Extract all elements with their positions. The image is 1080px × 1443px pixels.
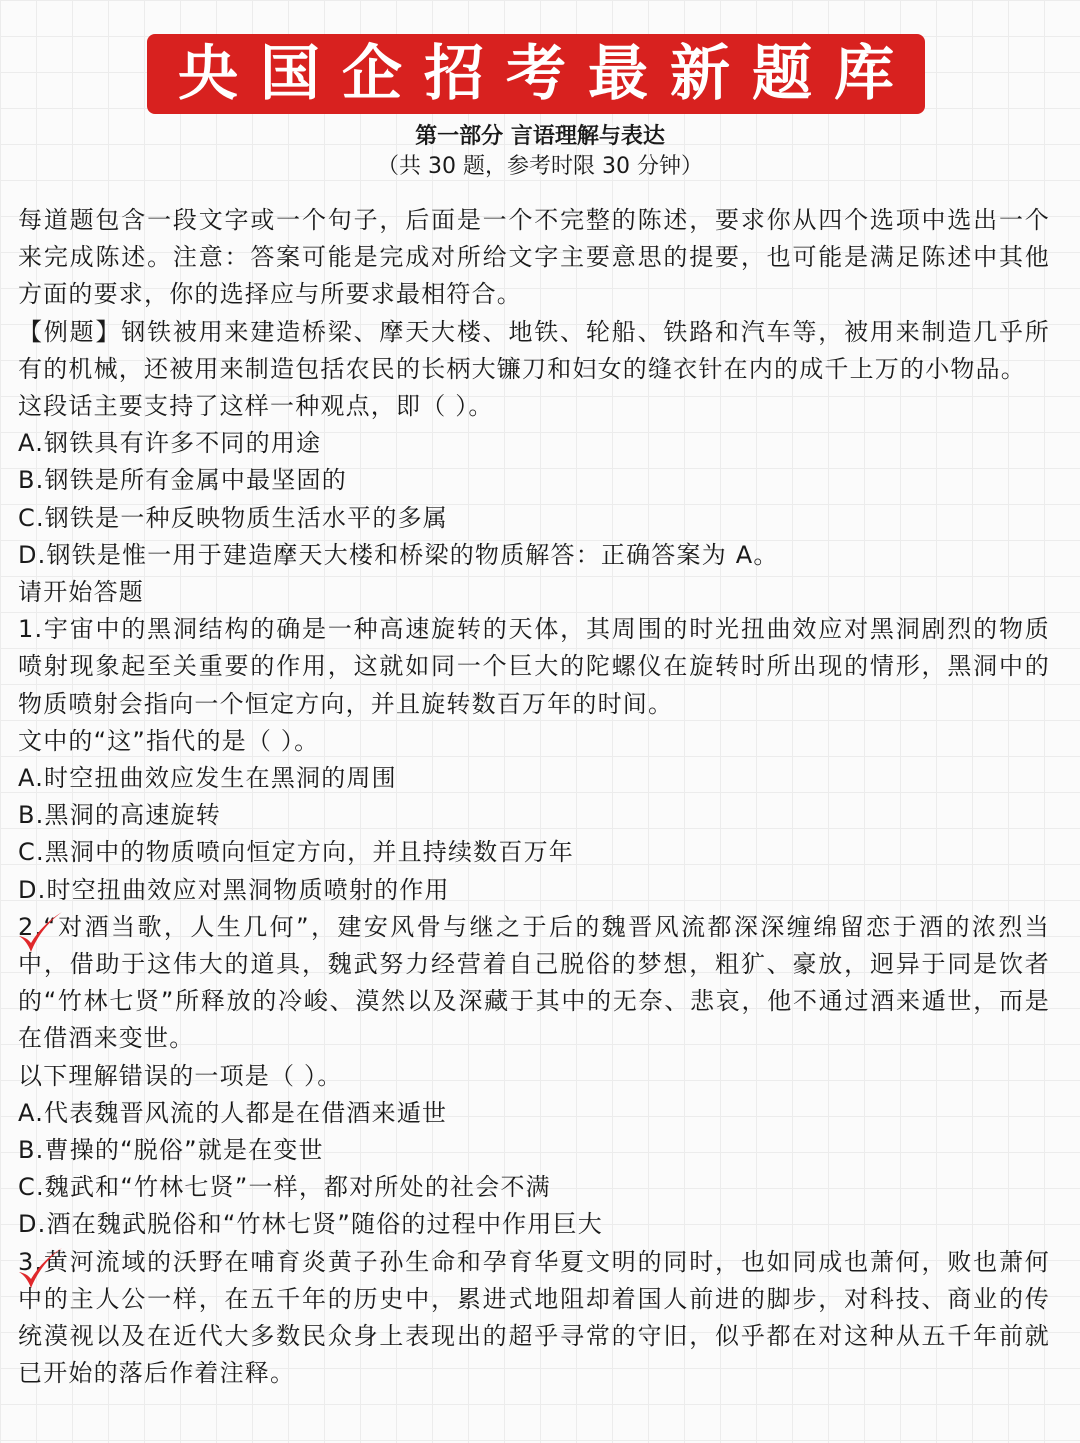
q2-passage: 2.“对酒当歌，人生几何”，建安风骨与继之于后的魏晋风流都深深缠绵留恋于酒的浓烈当中，借助于这伟大的道具，魏武努力经营着自己脱俗的梦想，粗犷、豪放，迥异于同是饮者的“竹林七贤”所释放的冷峻、漠然以及深藏于其中的无奈、悲哀，他不通过酒来遁世，而是在借酒来变世。 [18, 912, 1050, 1053]
section-subtitle: （共 30 题，参考时限 30 分钟） [377, 154, 703, 179]
q1-option-b: B.黑洞的高速旋转 [18, 801, 221, 830]
example-option-a: A.钢铁具有许多不同的用途 [18, 429, 322, 458]
q1-option-a: A.时空扭曲效应发生在黑洞的周围 [18, 764, 397, 793]
q1-passage: 1.宇宙中的黑洞结构的确是一种高速旋转的天体，其周围的时光扭曲效应对黑洞剧烈的物质喷射现象起至关重要的作用，这就如同一个巨大的陀螺仪在旋转时所出现的情形，黑洞中的物质喷射会指向一个恒定方向，并且旋转数百万年的时间。 [18, 615, 1050, 718]
q1-option-d: D.时空扭曲效应对黑洞物质喷射的作用 [18, 875, 450, 904]
example-passage: 【例题】钢铁被用来建造桥梁、摩天大楼、地铁、轮船、铁路和汽车等，被用来制造几乎所有的机械，还被用来制造包括农民的长柄大镰刀和妇女的缝衣针在内的成千上万的小物品。 [18, 317, 1050, 383]
checkmark-icon [16, 1246, 64, 1292]
q2-question: 以下理解错误的一项是（ ）。 [18, 1061, 343, 1090]
q2-option-d: D.酒在魏武脱俗和“竹林七贤”随俗的过程中作用巨大 [18, 1210, 603, 1239]
title-banner [147, 34, 925, 114]
instructions: 每道题包含一段文字或一个句子，后面是一个不完整的陈述，要求你从四个选项中选出一个来完成陈述。注意：答案可能是完成对所给文字主要意思的提要，也可能是满足陈述中其他方面的要求，你的选择应与所要求最相符合。 [18, 206, 1050, 309]
q2-option-c: C.魏武和“竹林七贤”一样，都对所处的社会不满 [18, 1173, 551, 1202]
q3-passage: 3.黄河流域的沃野在哺育炎黄子孙生命和孕育华夏文明的同时，也如同成也萧何，败也萧何中的主人公一样，在五千年的历史中，累进式地阻却着国人前进的脚步，对科技、商业的传统漠视以及在近代大多数民众身上表现出的超乎寻常的守旧，似乎都在对这种从五千年前就已开始的落后作着注释。 [18, 1247, 1050, 1388]
q2-option-b: B.曹操的“脱俗”就是在变世 [18, 1136, 324, 1165]
example-option-b: B.钢铁是所有金属中最坚固的 [18, 466, 347, 495]
example-option-c: C.钢铁是一种反映物质生活水平的多属 [18, 503, 448, 532]
q2-option-a: A.代表魏晋风流的人都是在借酒来遁世 [18, 1098, 448, 1127]
q1-option-c: C.黑洞中的物质喷向恒定方向，并且持续数百万年 [18, 838, 574, 867]
banner-title: 央国企招考最新题库 [178, 39, 916, 109]
example-question: 这段话主要支持了这样一种观点，即（ ）。 [18, 392, 494, 421]
q1-question: 文中的“这”指代的是（ ）。 [18, 726, 320, 755]
question-content [18, 202, 1050, 1393]
start-label: 请开始答题 [18, 578, 144, 607]
example-option-d: D.钢铁是惟一用于建造摩天大楼和桥梁的物质解答：正确答案为 A。 [18, 540, 779, 569]
checkmark-icon [16, 910, 64, 956]
section-title: 第一部分 言语理解与表达 [415, 124, 665, 149]
